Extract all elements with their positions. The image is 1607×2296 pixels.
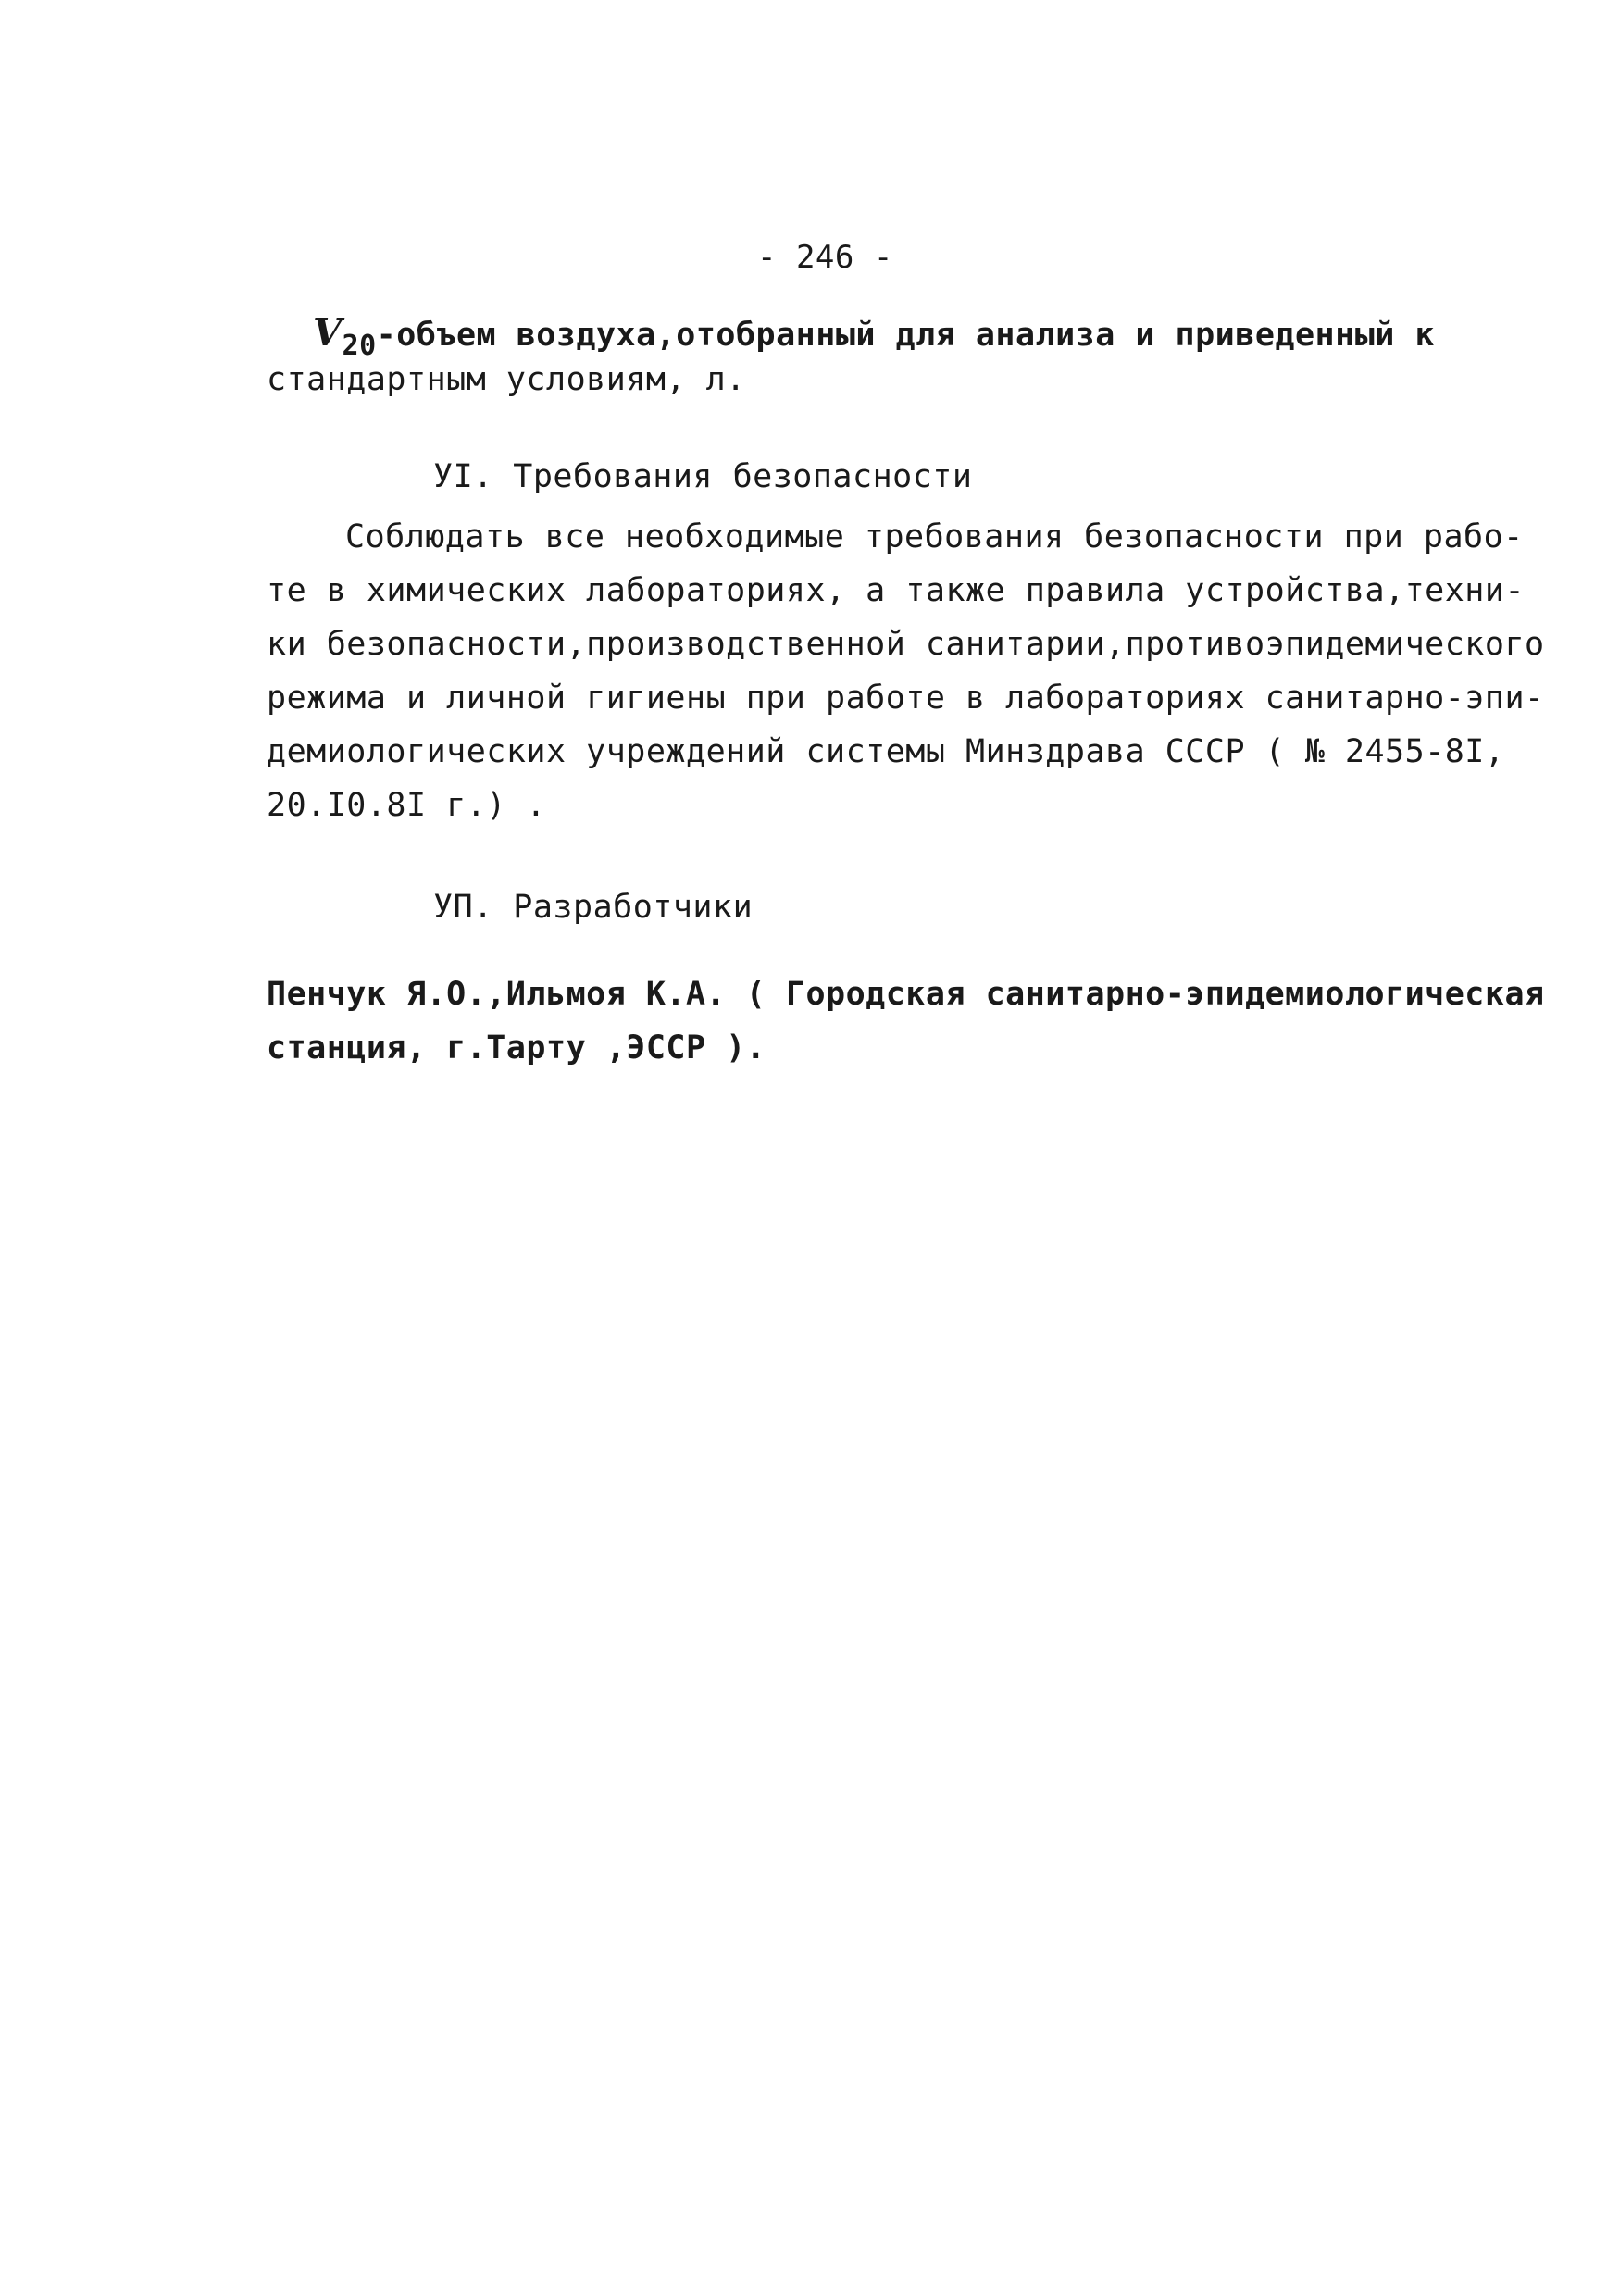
section-6-paragraph-line: Соблюдать все необходимые требования безопасности при рабо- xyxy=(345,518,1524,555)
variable-definition-line-2: стандартным условиям, л. xyxy=(267,361,746,398)
variable-subscript: 20 xyxy=(342,330,377,362)
section-7-heading: УП. Разработчики xyxy=(433,889,754,926)
section-6-paragraph-line: те в химических лабораториях, а также правила устройства,техни- xyxy=(267,572,1526,609)
section-6-paragraph-line: ки безопасности,производственной санитарии,противоэпидемического xyxy=(267,626,1545,663)
variable-symbol: V xyxy=(313,311,343,355)
variable-definition-line-1 xyxy=(313,311,1435,362)
section-6-paragraph-line: режима и личной гигиены при работе в лабораториях санитарно-эпи- xyxy=(267,680,1545,717)
page-number: - 246 - xyxy=(757,239,893,276)
section-6-paragraph-line: 20.I0.8I г.) . xyxy=(267,787,547,824)
section-6-heading: УI. Требования безопасности xyxy=(433,458,973,495)
section-7-paragraph-line: станция, г.Тарту ,ЭССР ). xyxy=(267,1029,766,1067)
section-6-paragraph-line: демиологических учреждений системы Минздрава СССР ( № 2455-8I, xyxy=(267,733,1505,770)
section-7-paragraph-line: Пенчук Я.О.,Ильмоя К.А. ( Городская санитарно-эпидемиологическая xyxy=(267,976,1545,1013)
variable-definition-text: -объем воздуха,отобранный для анализа и приведенный к xyxy=(376,317,1435,354)
